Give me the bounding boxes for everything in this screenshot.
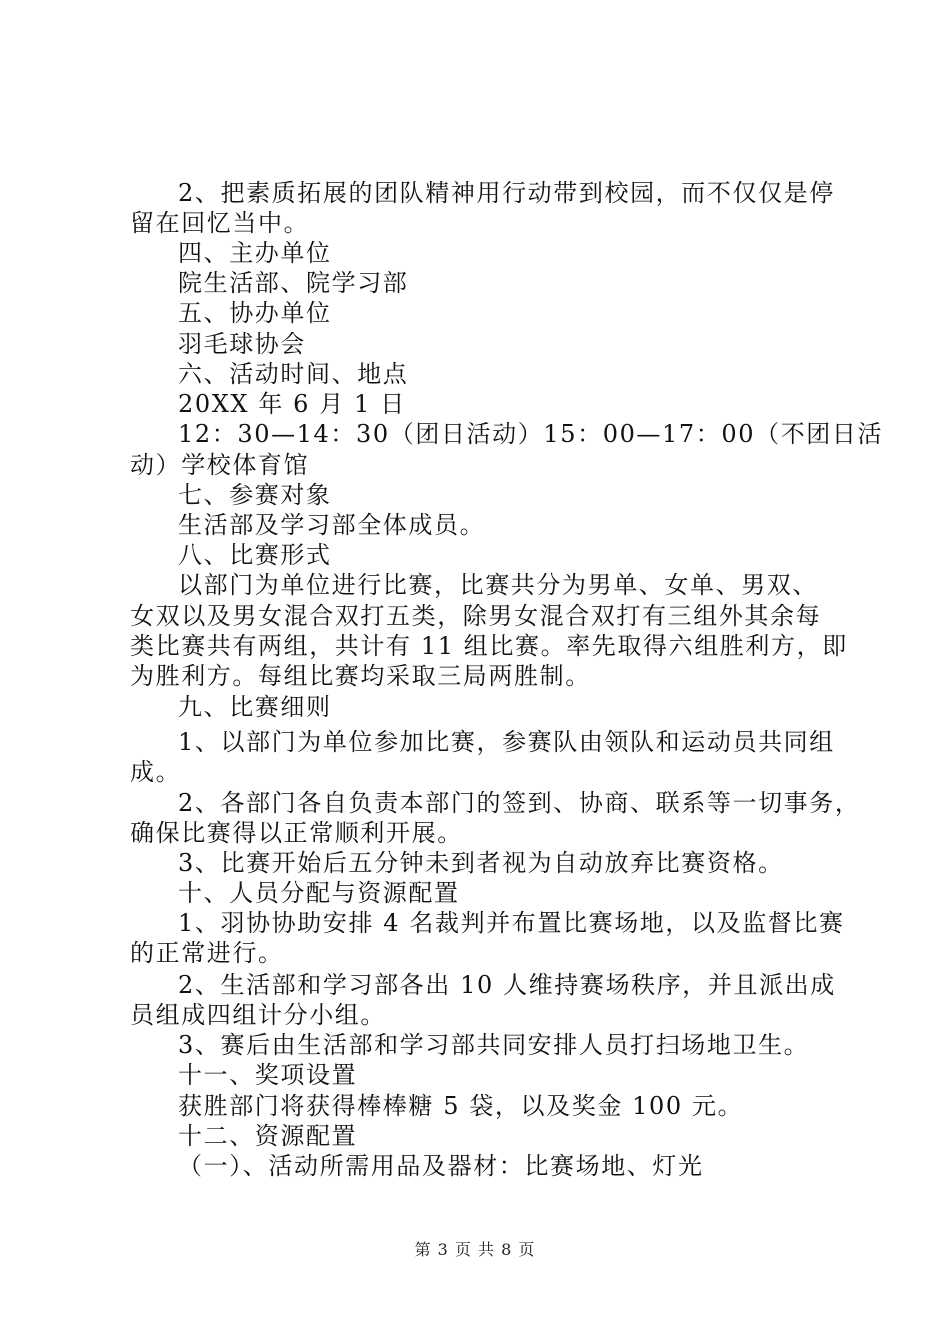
section-heading: 九、比赛细则 [178, 693, 332, 721]
text-line: 12：30—14：30（团日活动）15：00—17：00（不团日活 [178, 420, 884, 448]
section-heading: 五、协办单位 [178, 299, 332, 327]
section-heading: 十一、奖项设置 [178, 1061, 358, 1089]
text-line: 确保比赛得以正常顺利开展。 [130, 819, 463, 847]
text-line: 以部门为单位进行比赛，比赛共分为男单、女单、男双、 [178, 571, 818, 599]
text-line: 20XX 年 6 月 1 日 [178, 390, 406, 418]
text-line: 1、羽协协助安排 4 名裁判并布置比赛场地，以及监督比赛 [178, 909, 845, 937]
text-line: 类比赛共有两组，共计有 11 组比赛。率先取得六组胜利方，即 [130, 632, 848, 660]
text-line: 2、把素质拓展的团队精神用行动带到校园，而不仅仅是停 [178, 179, 835, 207]
section-heading: 十二、资源配置 [178, 1122, 358, 1150]
text-line: 成。 [130, 758, 182, 786]
text-line: 为胜利方。每组比赛均采取三局两胜制。 [130, 662, 591, 690]
section-heading: 四、主办单位 [178, 239, 332, 267]
text-line: 员组成四组计分小组。 [130, 1001, 386, 1029]
section-heading: 六、活动时间、地点 [178, 360, 409, 388]
text-line: 3、赛后由生活部和学习部共同安排人员打扫场地卫生。 [178, 1031, 810, 1059]
text-line: 的正常进行。 [130, 939, 284, 967]
text-line: 动）学校体育馆 [130, 451, 310, 479]
text-line: 羽毛球协会 [178, 330, 306, 358]
text-line: （一）、活动所需用品及器材：比赛场地、灯光 [178, 1152, 704, 1180]
text-line: 2、各部门各自负责本部门的签到、协商、联系等一切事务， [178, 789, 861, 817]
text-line: 女双以及男女混合双打五类，除男女混合双打有三组外其余每 [130, 602, 822, 630]
text-line: 1、以部门为单位参加比赛，参赛队由领队和运动员共同组 [178, 728, 835, 756]
text-line: 生活部及学习部全体成员。 [178, 511, 486, 539]
text-line: 获胜部门将获得棒棒糖 5 袋，以及奖金 100 元。 [178, 1092, 744, 1120]
section-heading: 十、人员分配与资源配置 [178, 879, 460, 907]
page-number-footer: 第 3 页 共 8 页 [414, 1240, 536, 1259]
text-line: 2、生活部和学习部各出 10 人维持赛场秩序，并且派出成 [178, 971, 836, 999]
section-heading: 八、比赛形式 [178, 541, 332, 569]
text-line: 3、比赛开始后五分钟未到者视为自动放弃比赛资格。 [178, 849, 784, 877]
text-line: 院生活部、院学习部 [178, 269, 409, 297]
text-line: 留在回忆当中。 [130, 209, 310, 237]
section-heading: 七、参赛对象 [178, 481, 332, 509]
